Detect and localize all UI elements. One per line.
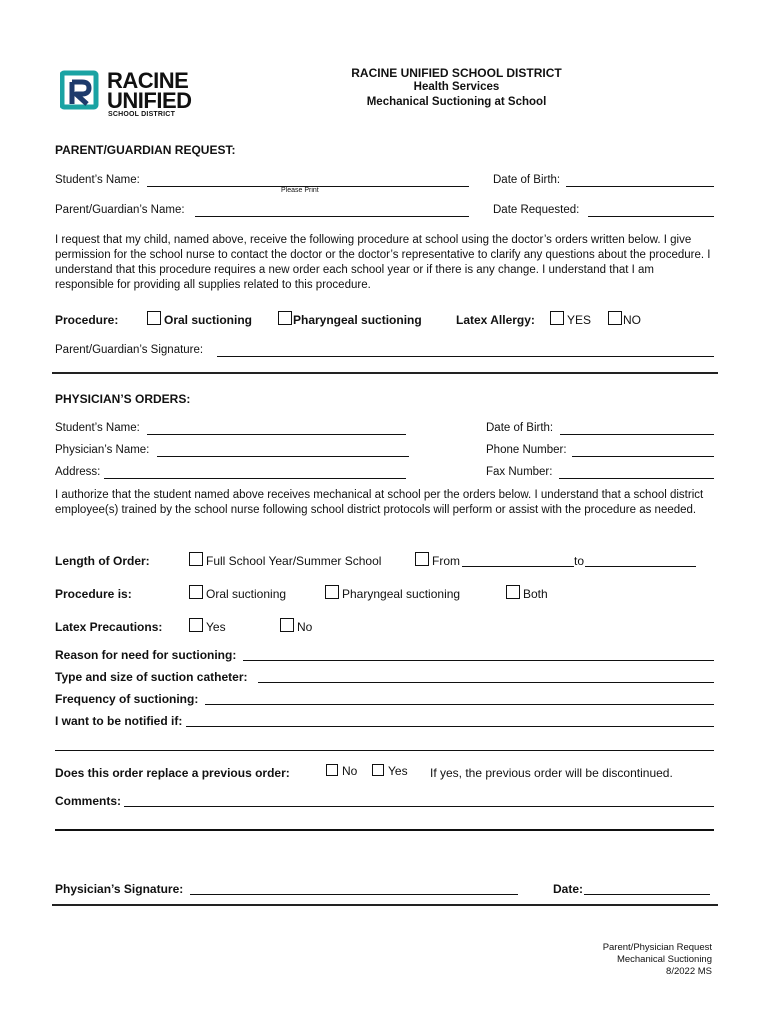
notify-field[interactable] [186,726,714,727]
checkbox-icon[interactable] [325,585,339,599]
from-label: From [432,554,460,568]
checkbox-icon[interactable] [550,311,564,325]
latex-yes-option[interactable] [550,311,591,327]
checkbox-icon[interactable] [278,311,292,325]
physician-name-field[interactable] [157,456,409,457]
to-label: to [574,554,585,568]
district-title: RACINE UNIFIED SCHOOL DISTRICT [351,66,562,80]
address-label: Address: [55,466,101,478]
checkbox-icon[interactable] [147,311,161,325]
replace-order-label: Does this order replace a previous order: [55,766,290,780]
logo-line3: SCHOOL DISTRICT [108,111,176,118]
reason-field[interactable] [243,660,714,661]
latex-precautions-label: Latex Precautions: [55,620,163,634]
length-of-order-label: Length of Order: [55,554,150,568]
physician-name-label: Physician’s Name: [55,444,150,456]
full-year-option[interactable] [189,552,381,568]
dob-field[interactable] [566,186,714,187]
comments-field-continued[interactable] [55,829,714,831]
address-field[interactable] [104,478,406,479]
latex-no-label: NO [623,313,641,327]
footer-line1: Parent/Physician Request [602,942,712,953]
phone-field[interactable] [572,456,714,457]
comments-field[interactable] [124,806,714,807]
phys-both-option[interactable] [506,585,548,601]
replace-no-option[interactable] [326,764,357,778]
date-requested-label: Date Requested: [493,204,580,216]
precautions-yes-option[interactable] [189,618,226,634]
fax-label: Fax Number: [486,466,553,478]
phone-label: Phone Number: [486,444,567,456]
oral-suctioning-option[interactable] [147,311,252,327]
pharyngeal-suctioning-label: Pharyngeal suctioning [293,313,422,327]
footer-line3: 8/2022 MS [666,966,712,977]
form-title: Mechanical Suctioning at School [366,96,547,108]
replace-note: If yes, the previous order will be discontinued. [430,766,673,780]
checkbox-icon[interactable] [506,585,520,599]
oral-suctioning-label: Oral suctioning [164,313,253,327]
notify-label: I want to be notified if: [55,714,183,728]
phys-dob-field[interactable] [560,434,714,435]
catheter-label: Type and size of suction catheter: [55,670,248,684]
replace-yes-option[interactable] [372,764,408,778]
guardian-name-label: Parent/Guardian’s Name: [55,204,185,216]
latex-yes-label: YES [567,313,592,327]
phys-student-name-label: Student’s Name: [55,422,140,434]
dob-label: Date of Birth: [493,174,561,186]
checkbox-icon[interactable] [608,311,622,325]
phys-oral-label: Oral suctioning [206,587,287,601]
from-option[interactable] [415,552,460,568]
latex-no-option[interactable] [608,311,641,327]
physician-date-label: Date: [553,882,584,896]
physician-signature-field[interactable] [190,894,518,895]
to-date-field[interactable] [585,566,696,567]
checkbox-icon[interactable] [189,585,203,599]
full-year-label: Full School Year/Summer School [206,554,382,568]
guardian-name-field[interactable] [195,216,469,217]
precautions-no-label: No [297,620,313,634]
precautions-yes-label: Yes [206,620,226,634]
checkbox-icon[interactable] [415,552,429,566]
replace-yes-label: Yes [388,764,408,778]
department-title: Health Services [413,81,500,93]
checkbox-icon[interactable] [189,552,203,566]
physician-signature-label: Physician’s Signature: [55,882,184,896]
guardian-signature-field[interactable] [217,356,714,357]
reason-label: Reason for need for suctioning: [55,648,237,662]
phys-student-name-field[interactable] [147,434,406,435]
from-date-field[interactable] [462,566,574,567]
student-name-label: Student’s Name: [55,174,140,186]
logo-line1: RACINE [107,68,189,93]
phys-oral-option[interactable] [189,585,286,601]
latex-allergy-label: Latex Allergy: [456,313,535,327]
procedure-is-label: Procedure is: [55,587,132,601]
phys-pharyngeal-label: Pharyngeal suctioning [342,587,461,601]
bottom-divider [52,904,718,906]
checkbox-icon[interactable] [189,618,203,632]
parent-consent-paragraph: I request that my child, named above, receive the following procedure at school using the doctor’s orders written below. I give permission for the school nurse to contact the doctor or the doctor’s representative to clarify any questions about the procedure. I understand that this procedure requires a new order each school year or if there is any change. I understand that I am responsible for providing all supplies related to this procedure. [55,234,711,291]
parent-section-title: PARENT/GUARDIAN REQUEST: [55,143,236,157]
pharyngeal-suctioning-option[interactable] [278,311,422,327]
precautions-no-option[interactable] [280,618,312,634]
checkbox-icon[interactable] [280,618,294,632]
phys-both-label: Both [523,587,548,601]
catheter-field[interactable] [258,682,714,683]
footer-line2: Mechanical Suctioning [616,954,712,965]
procedure-label: Procedure: [55,313,119,327]
fax-field[interactable] [559,478,714,479]
checkbox-icon[interactable] [326,764,338,776]
date-requested-field[interactable] [588,216,714,217]
logo-line2: UNIFIED [107,88,192,113]
replace-no-label: No [342,764,358,778]
guardian-signature-label: Parent/Guardian’s Signature: [55,344,204,356]
notify-field-continued[interactable] [55,750,714,751]
phys-pharyngeal-option[interactable] [325,585,460,601]
comments-label: Comments: [55,794,122,808]
phys-dob-label: Date of Birth: [486,422,554,434]
physician-authorization-paragraph: I authorize that the student named above receives mechanical at school per the orders below. I understand that a school district employee(s) trained by the school nurse following school district protocols will perform or assist with the procedure as needed. [55,489,704,516]
physician-date-field[interactable] [584,894,710,895]
frequency-field[interactable] [205,704,714,705]
physician-section-title: PHYSICIAN’S ORDERS: [55,392,191,406]
please-print-note: Please Print [281,187,319,194]
racine-logo-mark-icon [60,70,100,110]
frequency-label: Frequency of suctioning: [55,692,199,706]
section-divider [52,372,718,374]
checkbox-icon[interactable] [372,764,384,776]
